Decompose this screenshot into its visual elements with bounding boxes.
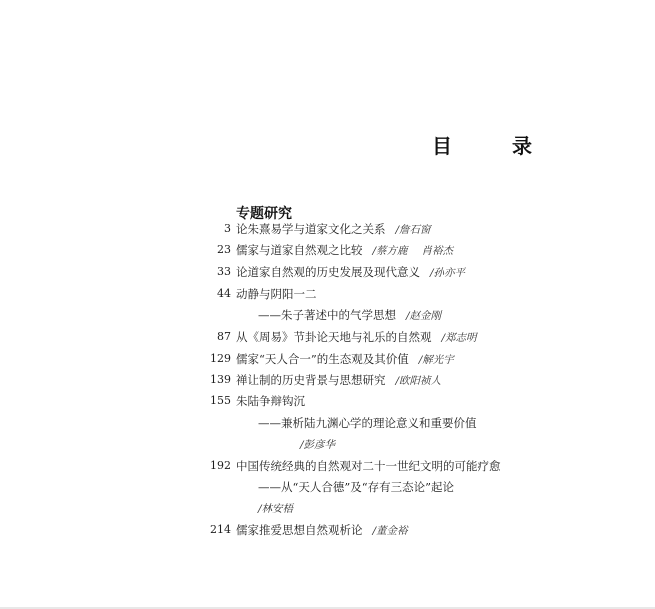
toc-entry-title: 论朱熹易学与道家文化之关系 [236,222,386,236]
toc-entry-author-line [300,434,335,454]
toc-entry-author: /林安梧 [258,503,294,515]
toc-entry-subtitle-line [258,413,477,433]
toc-entry-author: /欧阳祯人 [395,375,442,387]
toc-entry[interactable] [236,284,317,304]
toc-entry-title: 从《周易》节卦论天地与礼乐的自然观 [236,330,432,344]
toc-entry[interactable] [236,370,441,390]
toc-entry-subtitle: ——兼析陆九渊心学的理论意义和重要价值 [258,416,477,430]
toc-page-number: 33 [217,265,231,278]
toc-page-number: 87 [217,330,231,343]
toc-entry-author: /赵金刚 [406,310,442,322]
toc-entry[interactable] [236,327,477,347]
toc-entry-title: 禅让制的历史背景与思想研究 [236,373,386,387]
toc-entry[interactable] [236,391,305,411]
section-heading: 专题研究 [236,206,292,222]
toc-entry-title: 动静与阴阳一二 [236,287,317,301]
toc-entry-subtitle: ——从“天人合德”及“存有三态论”起论 [258,480,455,494]
toc-page-number: 3 [224,222,231,235]
toc-entry-subtitle: ——朱子著述中的气学思想 [258,308,396,322]
toc-entry-author: /彭彦华 [300,439,336,451]
toc-entry-author: /郑志明 [441,332,477,344]
toc-entry[interactable] [236,219,431,239]
toc-entry[interactable] [236,349,454,369]
toc-entry-author: /孙亦平 [430,267,466,279]
toc-entry-title: 儒家“天人合一”的生态观及其价值 [236,352,409,366]
toc-page-number: 155 [210,394,231,407]
toc-entry[interactable] [236,520,408,540]
toc-entry[interactable] [236,240,453,260]
toc-page-number: 214 [210,523,231,536]
toc-entry[interactable] [236,456,501,476]
toc-entry-author: /解光宇 [418,354,454,366]
page-title: 目 录 [432,134,552,158]
toc-page-number: 192 [210,459,231,472]
toc-entry-title: 中国传统经典的自然观对二十一世纪文明的可能疗愈 [236,459,501,473]
toc-entry-title: 儒家推爱思想自然观析论 [236,523,363,537]
toc-page-number: 23 [217,243,231,256]
toc-entry-author: /蔡方鹿 [372,245,408,257]
toc-entry-author: 肖裕杰 [421,245,454,257]
toc-entry-author: /董金裕 [372,525,408,537]
toc-entry-author-line [258,498,293,518]
toc-page-number: 44 [217,287,231,300]
toc-entry-title: 朱陆争辩钩沉 [236,394,305,408]
toc-entry-title: 论道家自然观的历史发展及现代意义 [236,265,420,279]
toc-page-number: 139 [210,373,231,386]
toc-entry-title: 儒家与道家自然观之比较 [236,243,363,257]
toc-entry-subtitle-line [258,477,454,497]
toc-entry-author: /詹石窗 [395,224,431,236]
toc-page-number: 129 [210,352,231,365]
toc-entry-subtitle-line [258,305,441,325]
toc-entry[interactable] [236,262,465,282]
